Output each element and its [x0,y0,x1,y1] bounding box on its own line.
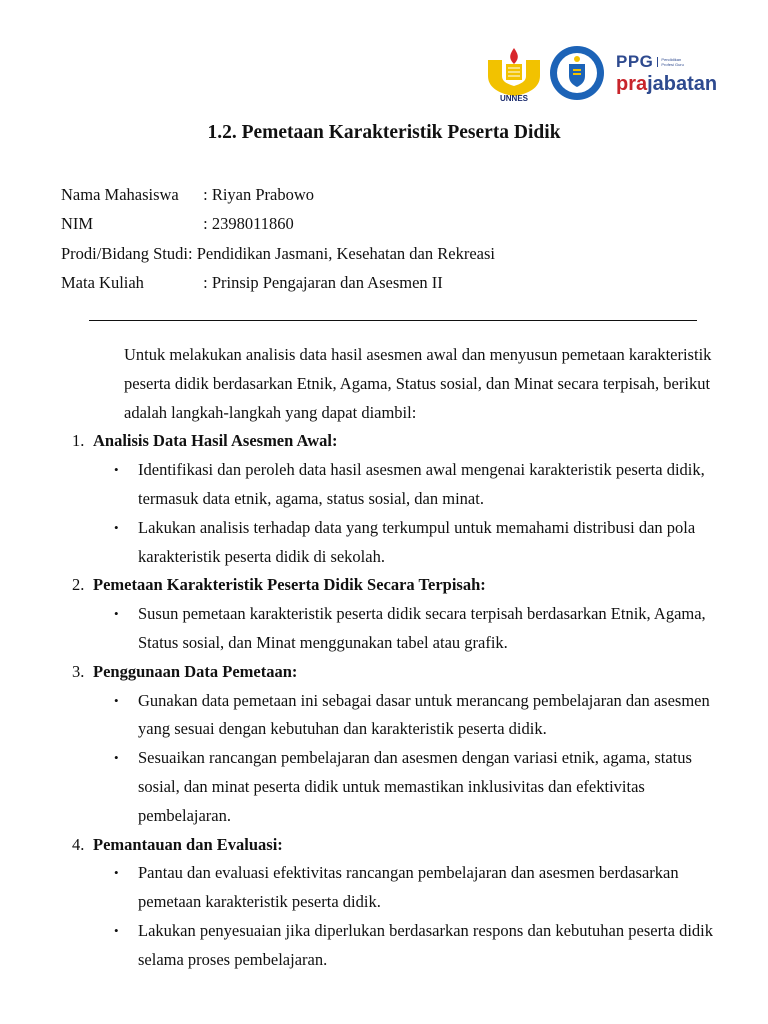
info-label: Mata Kuliah [61,272,144,292]
info-value: : Prinsip Pengajaran dan Asesmen II [203,272,443,292]
prajabatan-logo-text: prajabatan [616,73,718,95]
section-number: 3. [72,661,85,681]
section-title: Penggunaan Data Pemetaan: [93,661,298,681]
list-item: • Lakukan penyesuaian jika diperlukan berdasarkan respons dan kebutuhan peserta didik selama proses pembelajaran. [114,920,714,969]
section-title: Analisis Data Hasil Asesmen Awal: [93,431,338,451]
tut-wuri-handayani-logo-icon [548,44,606,102]
info-row-name [61,180,495,209]
list-item: • Susun pemetaan karakteristik peserta didik secara terpisah berdasarkan Etnik, Agama, Status sosial, dan Minat menggunakan tabel atau grafik. [114,604,706,652]
list-item: • Lakukan analisis terhadap data yang terkumpul untuk memahami distribusi dan pola karakteristik peserta didik di sekolah. [114,517,696,566]
list-item: • Gunakan data pemetaan ini sebagai dasar untuk merancang pembelajaran dan asesmen yang sesuai dengan kebutuhan dan karakteristik peserta didik. [114,690,710,739]
section-number: 2. [72,575,85,595]
ppg-logo-text: PPG [616,52,654,71]
section-2 [0,571,768,657]
info-row-nim [61,209,495,238]
list-item: • Sesuaikan rancangan pembelajaran dan asesmen dengan variasi etnik, agama, status sosial, dan minat peserta didik untuk memastikan inklusivitas dan efektivitas pembelajaran. [114,748,692,825]
header-logos [484,42,717,104]
info-row-course [61,268,495,297]
document-body [0,341,768,975]
info-label: Nama Mahasiswa [61,185,179,204]
info-value: : Pendidikan Jasmani, Kesehatan dan Rekreasi [187,243,495,263]
section-4 [0,831,768,975]
svg-text:UNNES: UNNES [499,94,529,103]
info-value: : 2398011860 [203,214,294,234]
info-row-prodi [61,239,495,268]
divider [89,320,697,321]
section-3 [0,658,768,831]
section-number: 4. [72,834,85,854]
list-item: • Pantau dan evaluasi efektivitas rancangan pembelajaran dan asesmen berdasarkan pemetaan karakteristik peserta didik. [114,863,679,912]
unnes-logo-icon [484,42,544,104]
info-label: NIM [61,214,94,234]
ppg-logo-subtext: Pendidikan Profesi Guru [657,57,689,67]
section-number: 1. [72,431,85,451]
info-value: : Riyan Prabowo [203,185,315,204]
section-title: Pemantauan dan Evaluasi: [93,834,283,854]
info-label: Prodi/Bidang Studi [61,243,188,263]
intro-paragraph: Untuk melakukan analisis data hasil asesmen awal dan menyusun pemetaan karakteristik peserta didik berdasarkan Etnik, Agama, Status sosial, dan Minat secara terpisah, berikut adalah langkah-langkah yang dapat diambil: [124,345,712,422]
student-info [61,180,495,297]
section-1 [0,427,768,571]
list-item: • Identifikasi dan peroleh data hasil asesmen awal mengenai karakteristik peserta didik, termasuk data etnik, agama, status sosial, dan minat. [114,460,705,508]
section-title: Pemetaan Karakteristik Peserta Didik Secara Terpisah: [93,575,486,595]
ppg-prajabatan-logo [616,52,717,94]
page-title: 1.2. Pemetaan Karakteristik Peserta Didik [207,122,561,143]
